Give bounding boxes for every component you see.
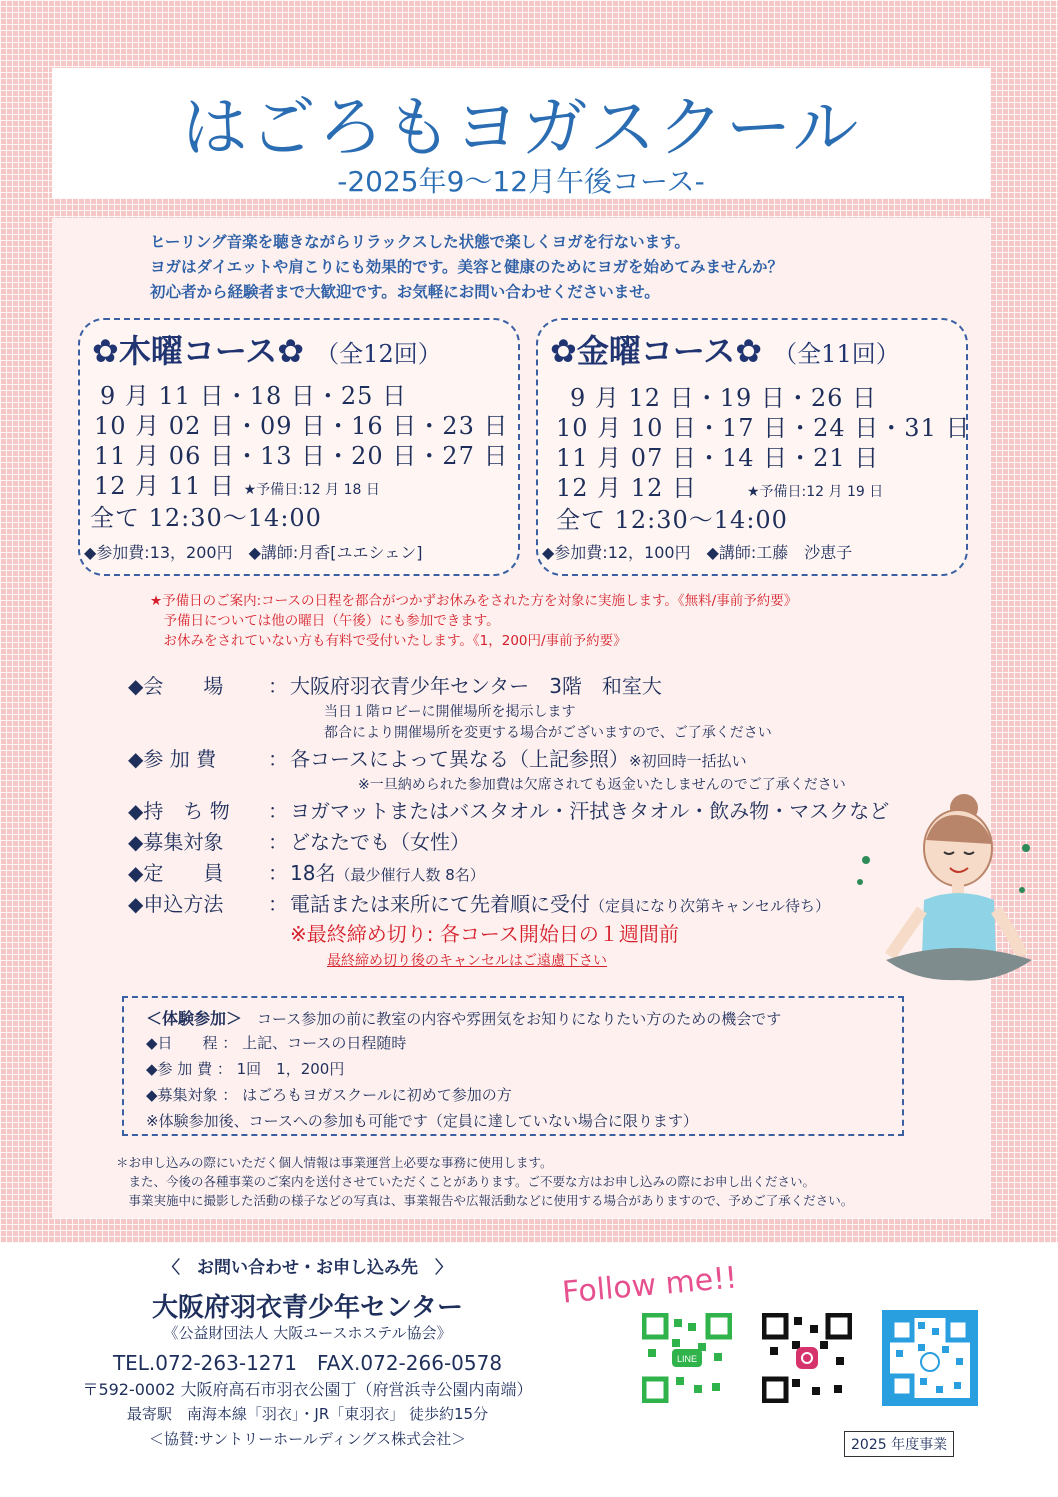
friday-time: 全て 12:30～14:00 [556,506,788,534]
cancel-note: 最終締め切り後のキャンセルはご遠慮下さい [327,953,607,969]
page-subtitle: -2025年9～12月午後コース- [337,165,705,198]
address: 〒592-0002 大阪府高石市羽衣公園丁（府営浜寺公園内南端） [82,1380,533,1399]
privacy-note: ＊お申し込みの際にいただく個人情報は事業運営上必要な事務に使用します。 また、今後の各種事業のご案内を送付させていただくことがあります。ご不要な方はお申し込みの際にお申し出ください。 事業実施中に撮影した活動の様子などの写真は、事業報告や広報活動などに使用する場合がありますので、予めご了承ください。 [116,1155,854,1208]
thursday-course-title: ✿木曜コース✿ （全12回） [92,332,442,370]
deadline-note: ※最終締め切り: 各コース開始日の１週間前 [290,922,679,946]
capacity-row: ◆定 員 ： 18名（最少催行人数 8名） [128,861,485,885]
thursday-dates-oct: 10 月 02 日・09 日・16 日・23 日 [94,412,509,440]
trial-date: ◆日 程 ： 上記、コースの日程随時 [146,1034,407,1052]
line-qr-code[interactable] [642,1313,732,1403]
instagram-qr-code[interactable] [762,1313,852,1403]
reserve-day-note: ★予備日のご案内:コースの日程を都合がつかずお休みをされた方を対象に実施します。《無料/事前予約要》 予備日については他の曜日（午後）にも参加できます。 お休みをされていない方も有料で受付いたします。《1，200円/事前予約要》 [150,593,798,649]
sponsor: ＜協賛:サントリーホールディングス株式会社＞ [148,1430,467,1448]
follow-me-text: Follow me!! [560,1260,739,1311]
friday-course-box [536,318,971,576]
fee-row: ◆参 加 費 ： 各コースによって異なる（上記参照）※初回時一括払い [128,747,747,771]
content-panel [52,218,990,1218]
org-name: 大阪府羽衣青少年センター [152,1293,463,1323]
thursday-dates-nov: 11 月 06 日・13 日・20 日・27 日 [94,442,509,470]
svg-text:LINE: LINE [676,1354,698,1364]
friday-dates-oct: 10 月 10 日・17 日・24 日・31 日 [556,414,971,442]
access: 最寄駅 南海本線「羽衣」・JR「東羽衣」 徒歩約15分 [126,1405,489,1423]
trial-box [122,996,904,1136]
friday-dates-dec: 12 月 12 日 ★予備日:12 月 19 日 [556,474,884,502]
thursday-time: 全て 12:30～14:00 [90,504,322,532]
phone-fax: TEL.072-263-1271 FAX.072-266-0578 [112,1351,503,1375]
friday-dates-nov: 11 月 07 日・14 日・21 日 [556,444,880,472]
bring-row: ◆持 ち 物 ： ヨガマットまたはバスタオル・汗拭きタオル・飲み物・マスクなど [128,799,890,823]
thursday-fee: ◆参加費:13，200円 ◆講師:月香[ユエシェン] [84,543,423,562]
trial-head: ＜体験参加＞ コース参加の前に教室の内容や雰囲気をお知りになりたい方のための機会です [146,1009,782,1028]
thursday-course-box [78,318,520,576]
venue-row: ◆会 場 ： 大阪府羽衣青少年センター 3階 和室大 [128,674,662,698]
trial-fee: ◆参 加 費 ： 1回 1，200円 [146,1060,345,1078]
page-title: はごろもヨガスクール [181,89,861,166]
contact-head: 〈 お問い合わせ・お申し込み先 〉 [163,1258,452,1278]
year-badge: 2025 年度事業 [844,1431,954,1457]
friday-fee: ◆参加費:12，100円 ◆講師:工藤 沙恵子 [542,543,853,562]
apply-row: ◆申込方法 ： 電話または来所にて先着順に受付（定員になり次第キャンセル待ち） [128,892,831,916]
thursday-dates-dec: 12 月 11 日 ★予備日:12 月 18 日 [94,472,380,500]
yoga-woman-illustration [846,760,1036,1005]
friday-course-title: ✿金曜コース✿ （全11回） [550,332,900,370]
info-list: ◆会 場 ： 大阪府羽衣青少年センター 3階 和室大 当日１階ロビーに開催場所を掲示します 都合により開催場所を変更する場合がございますので、ご了承ください ◆参 加 費 ： 各コースによって異なる（上記参照）※初回時一括払い ※一旦納められた参加費は欠席されても返金いたしませんのでご了承ください ◆持 ち 物 ： ヨガマットまたはバスタオル・汗拭きタオル・飲み物・マスクなど ◆募集対象 ： どなたでも（女性） ◆定 員 ： 18名（最少催行人数 8名） ◆申込方法 ： 電話または来所にて先着順に受付（定員になり次第キャンセル待ち） [128,670,948,919]
trial-note: ※体験参加後、コースへの参加も可能です（定員に達していない場合に限ります） [146,1112,698,1130]
org-parent: 《公益財団法人 大阪ユースホステル協会》 [163,1324,452,1342]
website-qr-code[interactable] [882,1310,978,1406]
trial-target: ◆募集対象 ： はごろもヨガスクールに初めて参加の方 [146,1086,512,1104]
target-row: ◆募集対象 ： どなたでも（女性） [128,830,470,854]
title-box [52,68,990,198]
friday-dates-sep: 9 月 12 日・19 日・26 日 [570,384,878,412]
intro-text: ヒーリング音楽を聴きながらリラックスした状態で楽しくヨガを行ないます。 ヨガはダイエットや肩こりにも効果的です。美容と健康のためにヨガを始めてみませんか？ 初心者から経験者まで大歓迎です。お気軽にお問い合わせくださいませ。 [150,233,784,301]
thursday-dates-sep: 9 月 11 日・18 日・25 日 [100,382,408,410]
